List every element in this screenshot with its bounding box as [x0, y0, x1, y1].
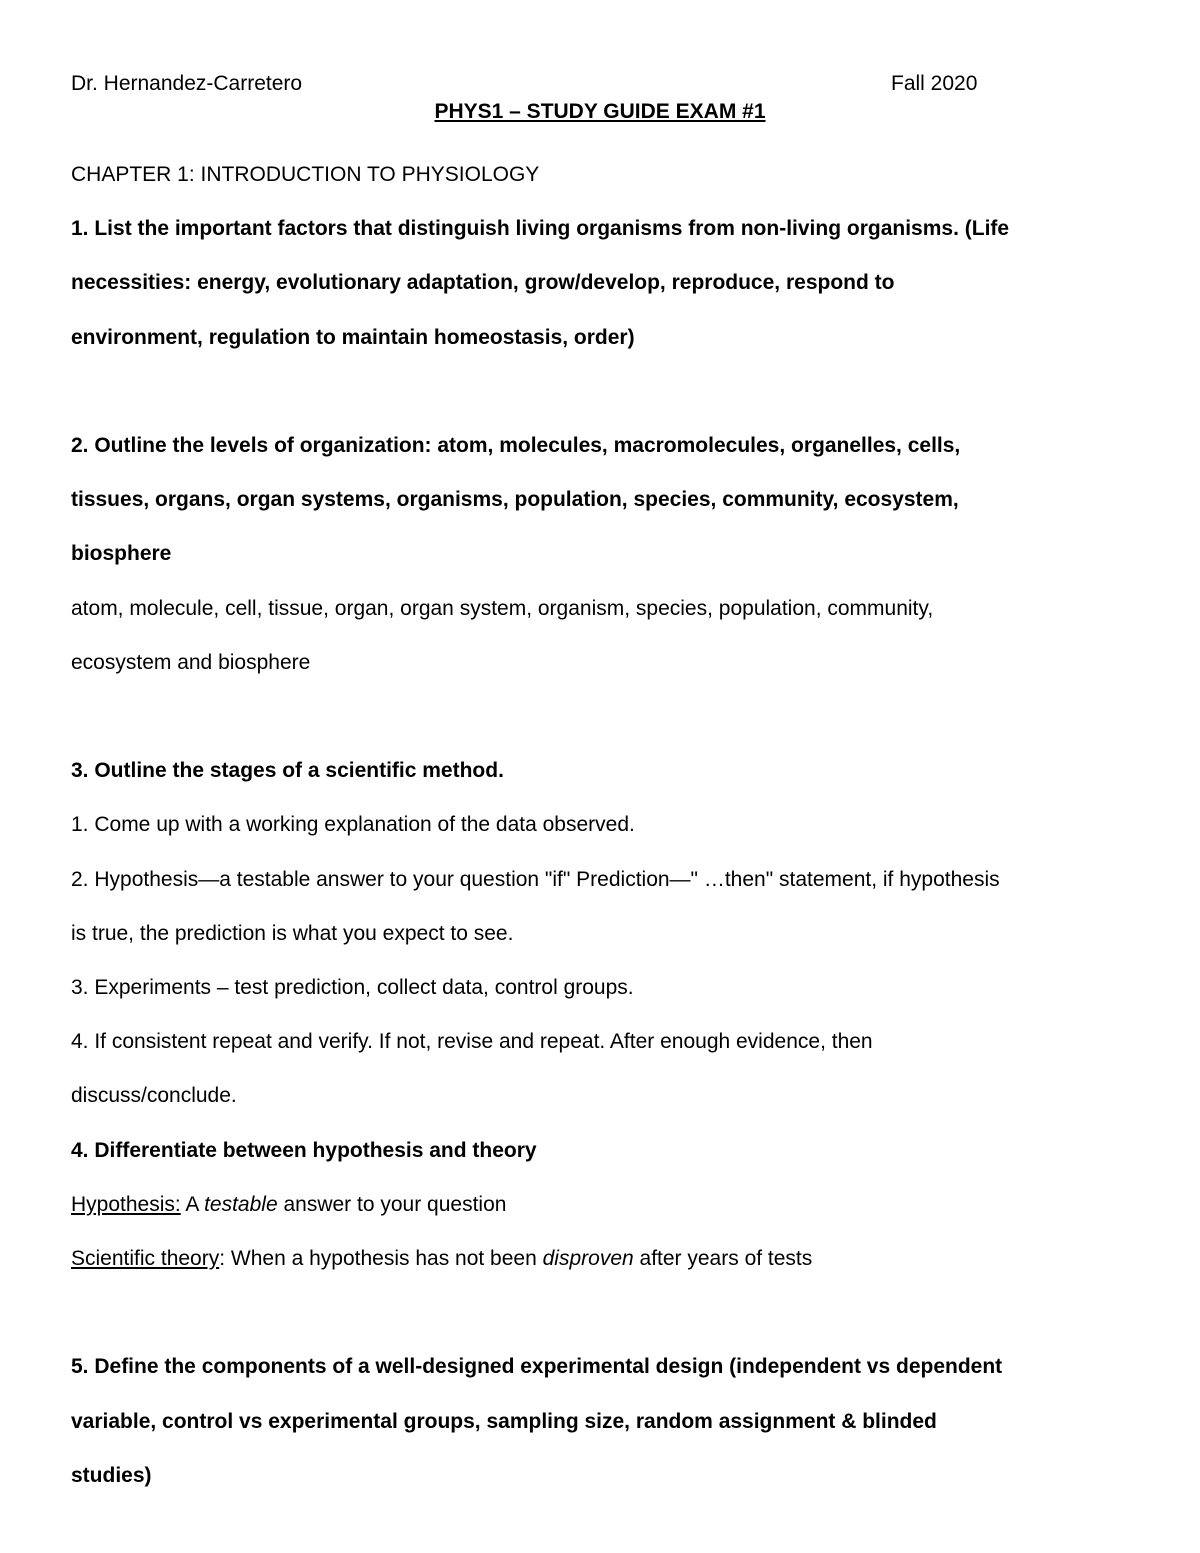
q4-question: 4. Differentiate between hypothesis and theory — [71, 1138, 537, 1162]
q1-line: environment, regulation to maintain homeostasis, order) — [71, 325, 635, 349]
header-row — [71, 72, 1120, 100]
q3-answer-line: 3. Experiments – test prediction, collect data, control groups. — [71, 976, 634, 1000]
spacer — [71, 1286, 1131, 1340]
chapter-heading: CHAPTER 1: INTRODUCTION TO PHYSIOLOGY — [71, 163, 540, 186]
q3-answer-line: 4. If consistent repeat and verify. If not, revise and repeat. After enough evidence, then — [71, 1030, 873, 1054]
q1-line: 1. List the important factors that distinguish living organisms from non-living organisms. (Life — [71, 217, 1010, 241]
theory-text: after years of tests — [633, 1247, 813, 1271]
spacer — [71, 690, 1131, 744]
q5-line: 5. Define the components of a well-designed experimental design (independent vs dependent — [71, 1355, 1003, 1379]
q1-line: necessities: energy, evolutionary adaptation, grow/develop, reproduce, respond to — [71, 271, 895, 295]
spacer — [71, 365, 1131, 419]
q3-answer-line: 1. Come up with a working explanation of the data observed. — [71, 813, 635, 837]
hypothesis-term: Hypothesis: — [71, 1192, 181, 1216]
q3-answer-line: is true, the prediction is what you expect to see. — [71, 921, 514, 945]
author-name: Dr. Hernandez-Carretero — [71, 72, 303, 95]
term-label: Fall 2020 — [891, 72, 978, 95]
q2-answer-line: ecosystem and biosphere — [71, 650, 311, 674]
hypothesis-definition — [71, 1178, 1131, 1232]
theory-emphasis: disproven — [542, 1247, 634, 1271]
hypothesis-emphasis: testable — [204, 1192, 278, 1216]
q2-line: tissues, organs, organ systems, organisms, population, species, community, ecosystem, — [71, 488, 959, 512]
hypothesis-text: answer to your question — [277, 1192, 507, 1216]
theory-text: : When a hypothesis has not been — [219, 1247, 543, 1271]
q2-line: biosphere — [71, 542, 172, 566]
hypothesis-text: A — [180, 1192, 205, 1216]
q2-line: 2. Outline the levels of organization: atom, molecules, macromolecules, organelles, cells, — [71, 434, 961, 457]
document-body — [71, 148, 1131, 1503]
document-title: PHYS1 – STUDY GUIDE EXAM #1 — [434, 100, 766, 123]
q3-question: 3. Outline the stages of a scientific method. — [71, 759, 504, 783]
q3-answer-line: 2. Hypothesis—a testable answer to your question "if" Prediction—" …then" statement, if hypothesis — [71, 867, 1000, 891]
theory-term: Scientific theory — [71, 1247, 220, 1271]
q3-answer-line: discuss/conclude. — [71, 1084, 237, 1108]
theory-definition — [71, 1232, 1131, 1286]
q5-line: variable, control vs experimental groups, sampling size, random assignment & blinded — [71, 1409, 937, 1433]
q5-line: studies) — [71, 1463, 152, 1487]
q2-answer-line: atom, molecule, cell, tissue, organ, organ system, organism, species, population, community, — [71, 596, 934, 620]
